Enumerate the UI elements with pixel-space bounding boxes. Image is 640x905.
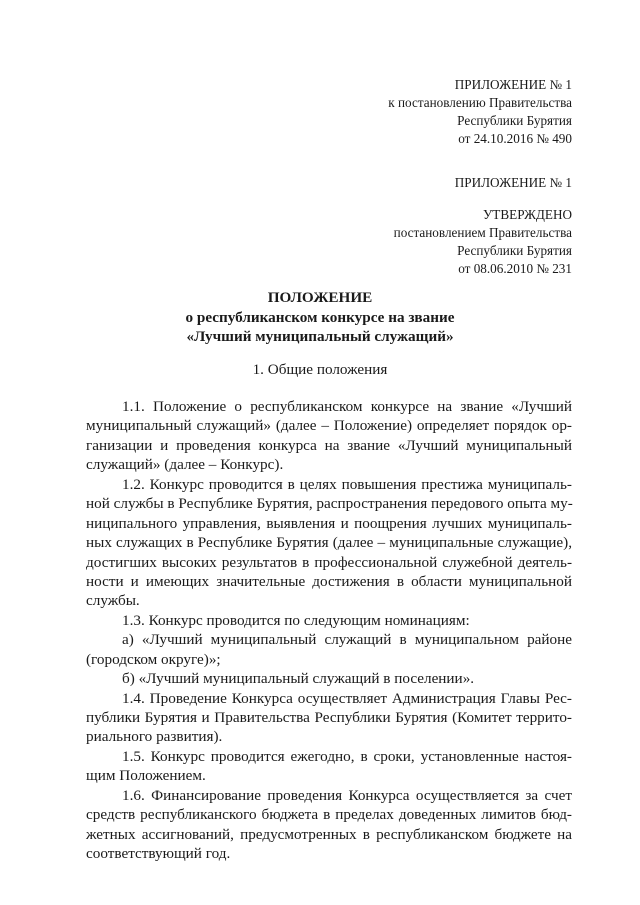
body-line: а) «Лучший муниципальный служащий в муниципальном районе [122, 631, 572, 649]
document-title-line: о республиканском конкурсе на звание [185, 308, 455, 326]
document-title [0, 288, 640, 347]
body-line: средств республиканского бюджета в пределах доведенных лимитов бюд- [86, 806, 572, 824]
document-title-line: ПОЛОЖЕНИЕ [267, 289, 373, 306]
body-line: ганизации и проведения конкурса на звание «Лучший муниципальный [86, 436, 572, 454]
body-line: жетных ассигнований, предусмотренных в республиканском бюджете на [86, 825, 572, 843]
body-line: 1.1. Положение о республиканском конкурсе на звание «Лучший [122, 398, 572, 415]
body-line: ности и имеющих значительные достижения в области муниципальной [86, 572, 572, 590]
approval-block [394, 206, 572, 278]
body-line: ных служащих в Республике Бурятия (далее – муниципальные служащие), [86, 534, 572, 552]
body-line: 1.2. Конкурс проводится в целях повышения престижа муниципаль- [122, 475, 572, 493]
approval-line: от 08.06.2010 № 231 [458, 261, 572, 276]
body-line: б) «Лучший муниципальный служащий в поселении». [122, 670, 475, 688]
appendix-2-header [455, 174, 572, 192]
approval-line: постановлением Правительства [393, 225, 572, 240]
body-line: ниципального управления, выявления и поощрения лучших муниципаль- [86, 514, 572, 532]
appendix-1-line: к постановлению Правительства [388, 95, 572, 110]
body-line: щим Положением. [86, 767, 206, 785]
appendix-2-title: ПРИЛОЖЕНИЕ № 1 [454, 175, 572, 190]
body-line: ной службы в Республике Бурятия, распространения передового опыта му- [86, 495, 573, 513]
body-line: муниципальный служащий» (далее – Положение) определяет порядок ор- [86, 417, 572, 435]
approval-line: УТВЕРЖДЕНО [482, 207, 572, 222]
body-line: риального развития). [86, 728, 223, 746]
body-line: службы. [86, 592, 140, 610]
body-line: публики Бурятия и Правительства Республики Бурятия (Комитет террито- [86, 709, 572, 726]
body-line: достигших высоких результатов в профессиональной служебной деятель- [86, 553, 572, 571]
body-line: соответствующий год. [86, 845, 231, 863]
appendix-1-line: Республики Бурятия [457, 113, 572, 128]
document-title-line: «Лучший муниципальный служащий» [186, 328, 454, 345]
body-line: 1.3. Конкурс проводится по следующим номинациям: [122, 611, 470, 629]
appendix-1-line: ПРИЛОЖЕНИЕ № 1 [454, 77, 572, 92]
body-line: (городском округе)»; [86, 650, 221, 668]
body-line: 1.5. Конкурс проводится ежегодно, в сроки, установленные настоя- [122, 747, 572, 765]
appendix-1-line: от 24.10.2016 № 490 [458, 131, 572, 146]
body-line: служащий» (далее – Конкурс). [86, 456, 284, 474]
appendix-1-header [388, 76, 572, 148]
body-text [86, 397, 572, 864]
section-heading: 1. Общие положения [252, 361, 388, 378]
body-line: 1.6. Финансирование проведения Конкурса осуществляется за счет [122, 786, 572, 804]
body-line: 1.4. Проведение Конкурса осуществляет Администрация Главы Рес- [122, 689, 572, 707]
approval-line: Республики Бурятия [457, 243, 572, 258]
